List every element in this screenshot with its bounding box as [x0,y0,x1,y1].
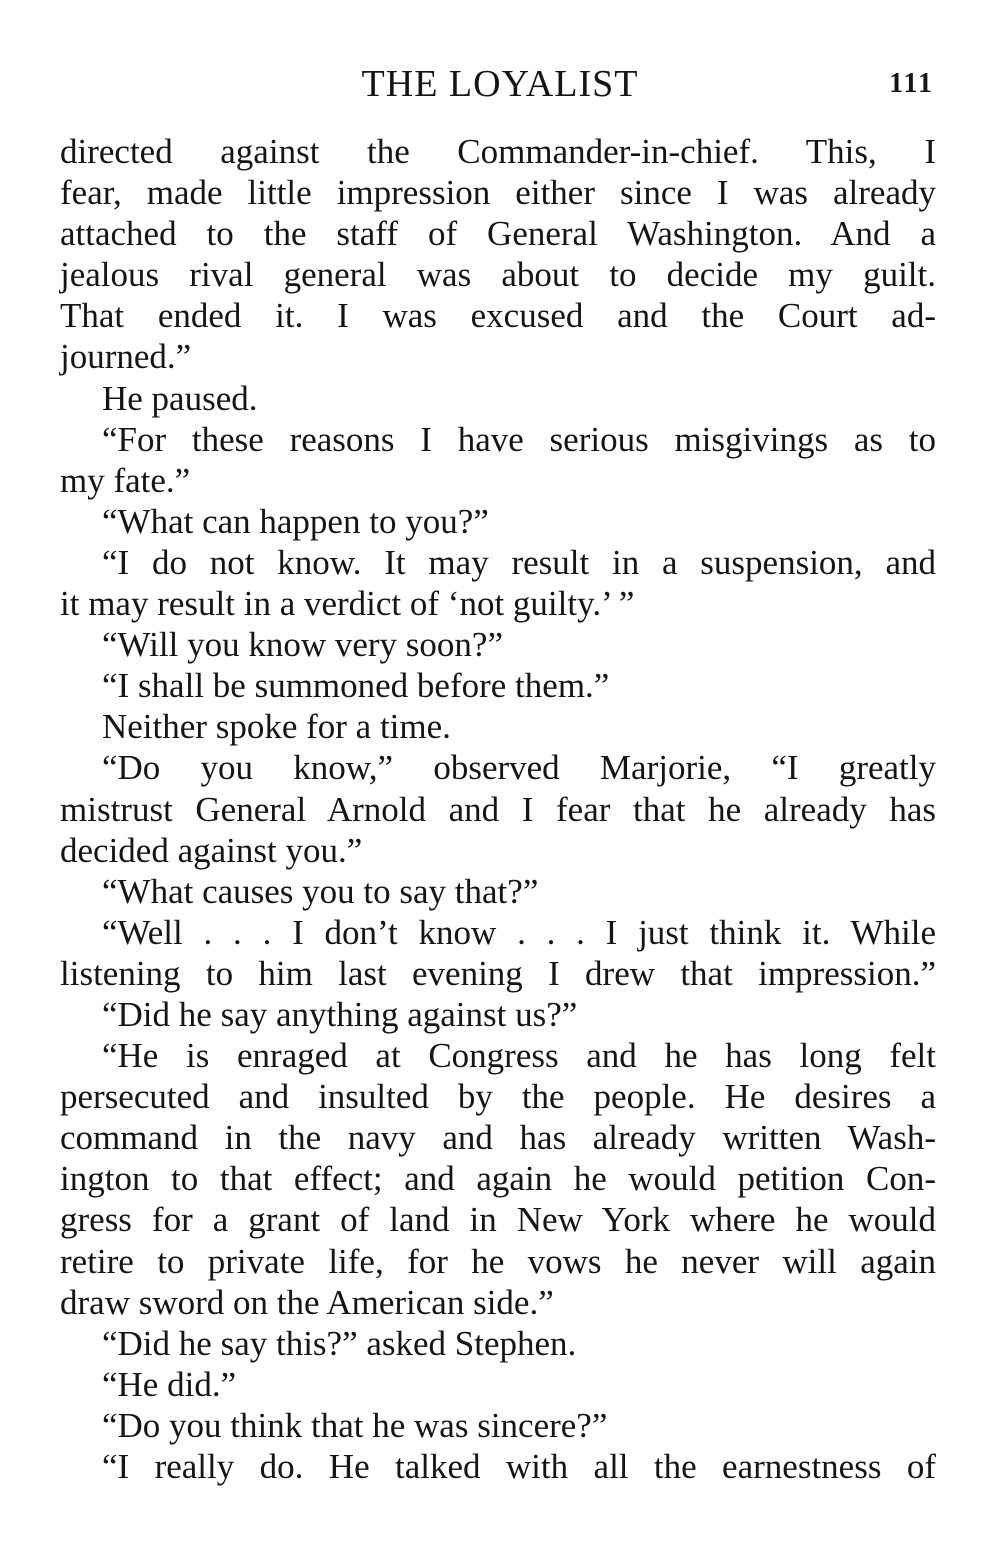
running-head [60,62,940,110]
text-line: mistrust General Arnold and I fear that he already has [60,789,936,829]
text-line: “Did he say anything against us?” [102,994,578,1034]
text-line: “Do you know,” observed Marjorie, “I greatly [102,748,936,788]
text-line: my fate.” [60,460,191,500]
text-line: “Did he say this?” asked Stephen. [102,1323,577,1363]
text-line: “Well . . . I don’t know . . . I just think it. While [102,912,936,952]
text-line: decided against you.” [60,830,363,870]
text-line: “I shall be summoned before them.” [102,666,610,706]
text-line: “For these reasons I have serious misgivings as to [102,419,936,459]
page-number: 111 [889,68,934,99]
text-line: ington to that effect; and again he would petition Con- [60,1159,936,1199]
text-line: “I really do. He talked with all the earnestness of [102,1447,936,1486]
text-line: “He is enraged at Congress and he has long felt [102,1036,936,1076]
text-line: Neither spoke for a time. [102,707,451,747]
text-line: listening to him last evening I drew that impression.” [60,953,936,993]
text-line: “Will you know very soon?” [102,625,503,665]
text-line: He paused. [102,378,258,418]
body-text [60,131,936,1487]
text-line: fear, made little impression either since I was already [60,173,936,213]
text-line: persecuted and insulted by the people. He desires a [60,1077,936,1117]
text-line: “What causes you to say that?” [102,871,539,911]
text-line: That ended it. I was excused and the Court ad- [60,296,936,336]
text-line: directed against the Commander-in-chief. This, I [60,132,936,171]
text-line: “What can happen to you?” [102,501,489,541]
text-line: “Do you think that he was sincere?” [102,1405,608,1445]
text-line: “He did.” [102,1364,237,1404]
running-title: THE LOYALIST [361,63,639,105]
text-line: attached to the staff of General Washington. And a [60,214,936,254]
text-line: command in the navy and has already written Wash- [60,1118,936,1158]
text-line: retire to private life, for he vows he never will again [60,1241,936,1281]
text-line: draw sword on the American side.” [60,1282,554,1322]
text-line: “I do not know. It may result in a suspension, and [102,542,936,582]
text-line: journed.” [60,337,192,377]
text-line: it may result in a verdict of ‘not guilty.’ ” [60,584,635,624]
text-line: jealous rival general was about to decide my guilt. [60,255,936,295]
text-line: gress for a grant of land in New York where he would [60,1200,936,1240]
